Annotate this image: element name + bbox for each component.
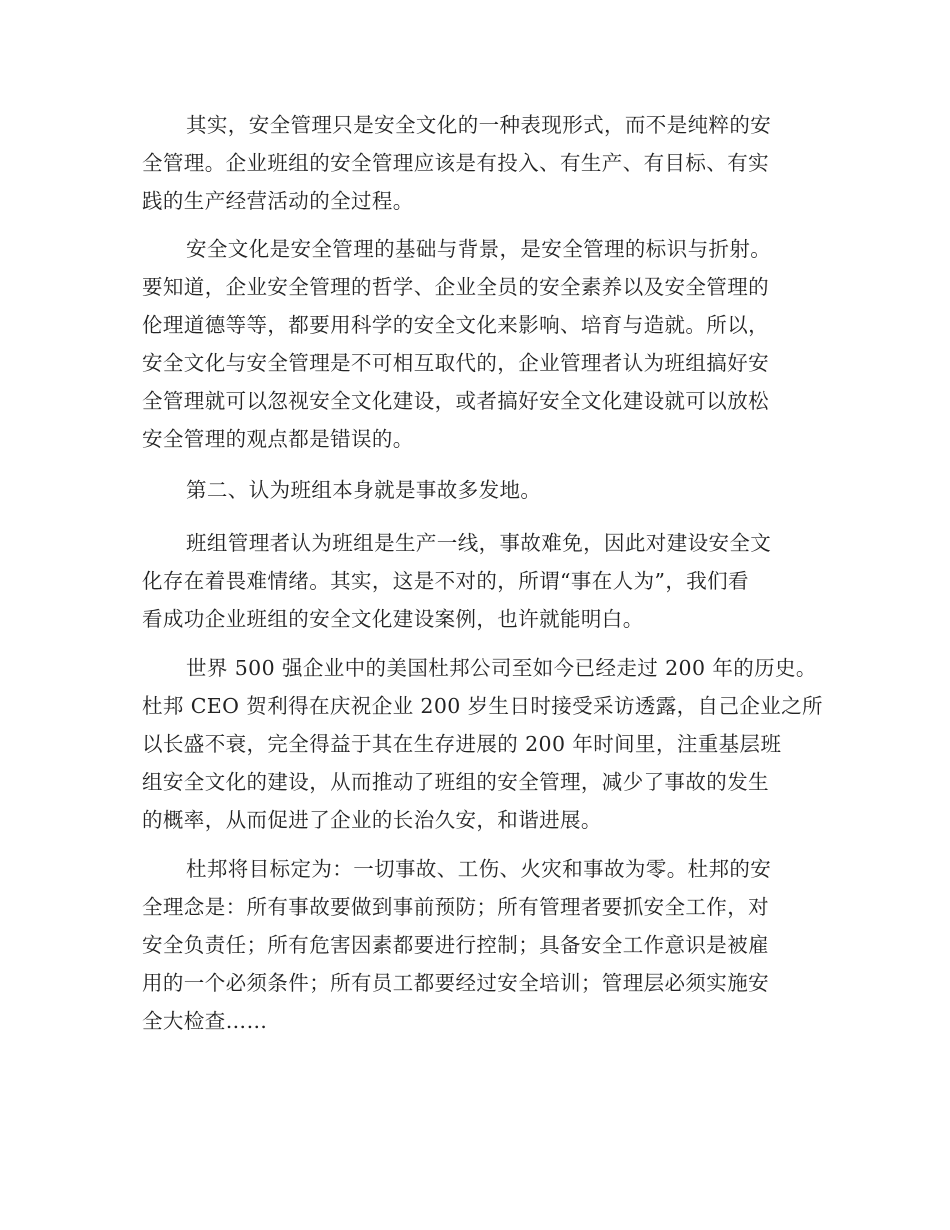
paragraph-line: 用的一个必须条件；所有员工都要经过安全培训；管理层必须实施安 bbox=[142, 971, 769, 995]
paragraph-4 bbox=[142, 524, 814, 638]
paragraph-line: 伦理道德等等，都要用科学的安全文化来影响、培育与造就。所以， bbox=[142, 313, 769, 337]
paragraph-line: 践的生产经营活动的全过程。 bbox=[142, 189, 414, 213]
paragraph-line: 其实，安全管理只是安全文化的一种表现形式，而不是纯粹的安 bbox=[186, 113, 772, 137]
paragraph-line: 全管理就可以忽视安全文化建设，或者搞好安全文化建设就可以放松 bbox=[142, 389, 769, 413]
paragraph-line: 世界 500 强企业中的美国杜邦公司至如今已经走过 200 年的历史。 bbox=[186, 656, 817, 680]
paragraph-line: 杜邦将目标定为：一切事故、工伤、火灾和事故为零。杜邦的安 bbox=[186, 857, 772, 881]
paragraph-line: 要知道，企业安全管理的哲学、企业全员的安全素养以及安全管理的 bbox=[142, 275, 769, 299]
paragraph-2 bbox=[142, 230, 814, 458]
paragraph-line: 安全文化是安全管理的基础与背景，是安全管理的标识与折射。 bbox=[186, 237, 772, 261]
paragraph-line: 班组管理者认为班组是生产一线，事故难免，因此对建设安全文 bbox=[186, 531, 772, 555]
paragraph-1 bbox=[142, 106, 814, 220]
paragraph-6 bbox=[142, 850, 814, 1040]
paragraph-line: 安全文化与安全管理是不可相互取代的，企业管理者认为班组搞好安 bbox=[142, 351, 769, 375]
paragraph-line: 全理念是：所有事故要做到事前预防；所有管理者要抓安全工作，对 bbox=[142, 895, 769, 919]
paragraph-line: 全管理。企业班组的安全管理应该是有投入、有生产、有目标、有实 bbox=[142, 151, 769, 175]
paragraph-line: 安全管理的观点都是错误的。 bbox=[142, 427, 414, 451]
paragraph-line: 安全负责任；所有危害因素都要进行控制；具备安全工作意识是被雇 bbox=[142, 933, 769, 957]
paragraph-line: 以长盛不衰，完全得益于其在生存进展的 200 年时间里，注重基层班 bbox=[142, 732, 782, 756]
paragraph-line: 杜邦 CEO 贺利得在庆祝企业 200 岁生日时接受采访透露，自己企业之所 bbox=[142, 694, 823, 718]
paragraph-line: 全大检查…… bbox=[142, 1009, 268, 1033]
paragraph-line: 第二、认为班组本身就是事故多发地。 bbox=[186, 478, 542, 502]
paragraph-line: 看成功企业班组的安全文化建设案例，也许就能明白。 bbox=[142, 607, 644, 631]
paragraph-3 bbox=[142, 471, 814, 509]
paragraph-5 bbox=[142, 649, 823, 839]
paragraph-line: 组安全文化的建设，从而推动了班组的安全管理，减少了事故的发生 bbox=[142, 770, 769, 794]
paragraph-line: 的概率，从而促进了企业的长治久安，和谐进展。 bbox=[142, 808, 602, 832]
paragraph-line: 化存在着畏难情绪。其实，这是不对的，所谓“事在人为”，我们看 bbox=[142, 569, 749, 593]
